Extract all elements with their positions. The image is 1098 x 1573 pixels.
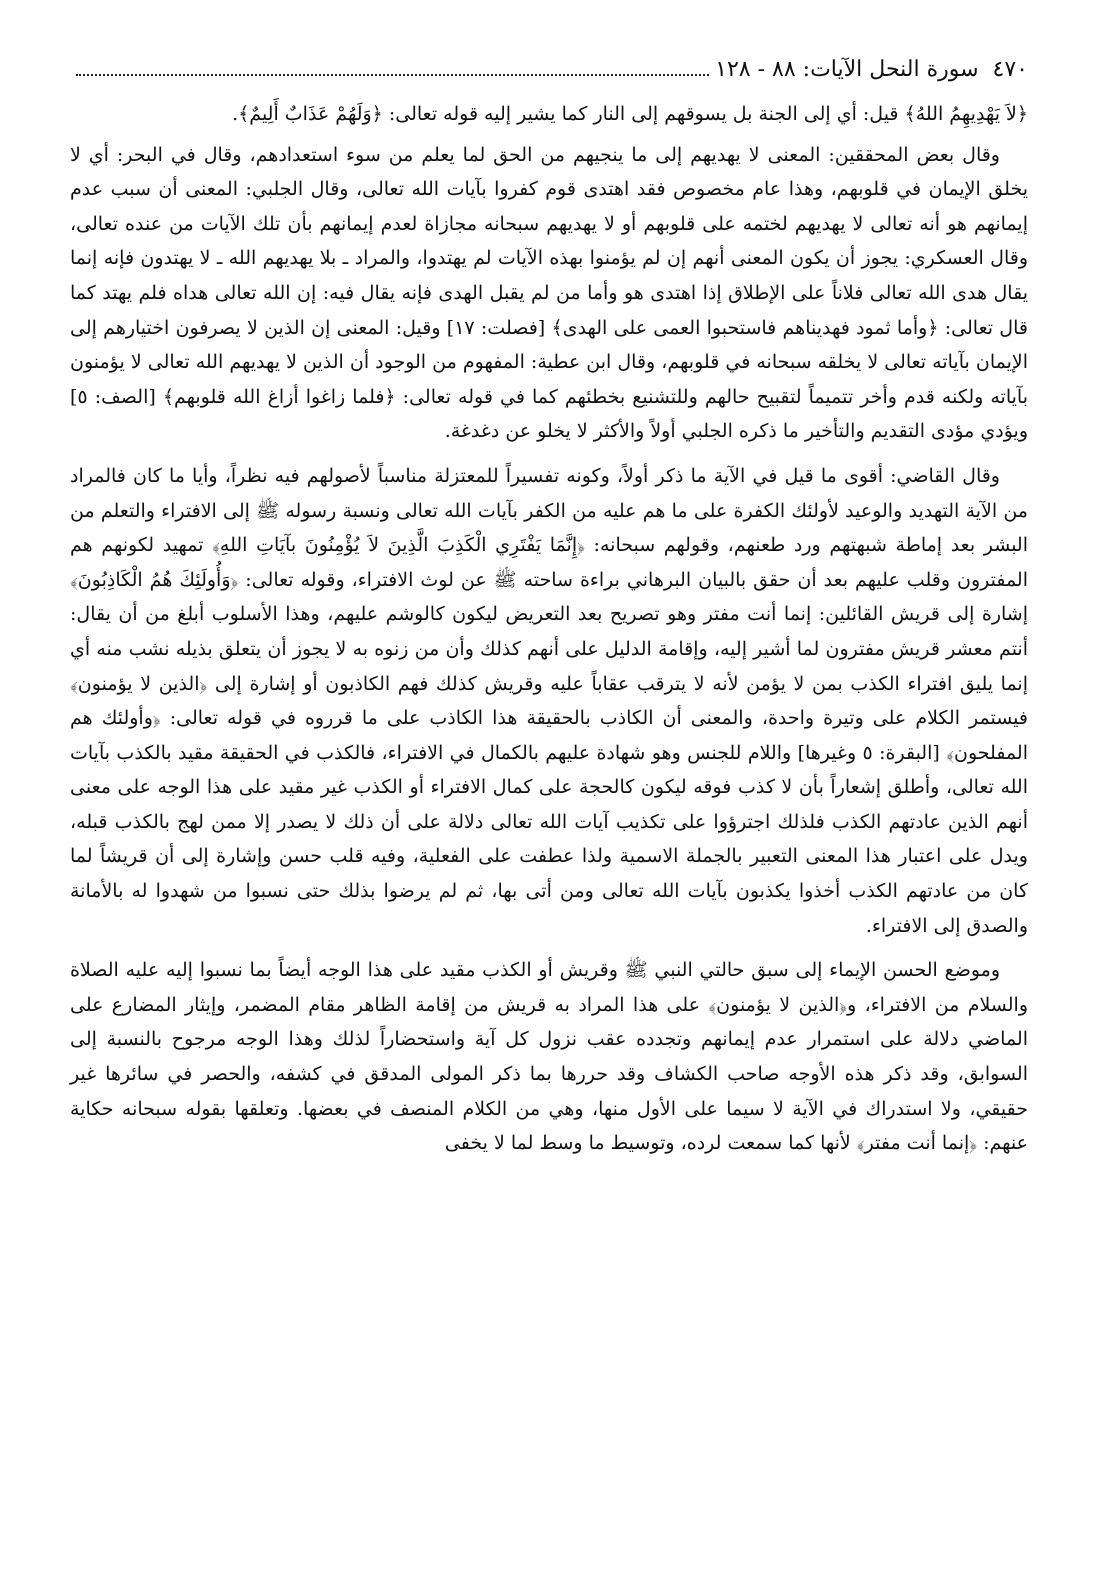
header-title: سورة النحل الآيات: ٨٨ - ١٢٨	[715, 57, 979, 82]
paragraph-2: وقال بعض المحققين: المعنى لا يهديهم إلى ما ينجيهم من الحق لما يعلم من سوء استعدادهم، وقال في البحر: أي لا يخلق الإيمان في قلوبهم، وهذا عام مخصوص فقد اهتدى قوم كفروا بآيات الله تعالى، وقال الجلبي: المعنى أن سبب عدم إيمانهم هو أنه تعالى لا يهديهم لختمه على قلوبهم أو لا يهديهم سبحانه مجازاة لعدم إيمانهم بأن تلك الآيات من عنده تعالى، وقال العسكري: يجوز أن يكون المعنى أنهم إن لم يؤمنوا بهذه الآيات لم يهتدوا، والمراد ـ بلا يهديهم الله ـ لا يهتدون فإنه إنما يقال هدى الله تعالى فلاناً على الإطلاق إذا اهتدى هو وأما من لم يقبل الهدى فإنه يقال فيه: إن الله تعالى هداه فلم يهتد كما قال تعالى: ﴿وأما ثمود فهديناهم فاستحبوا العمى على الهدى﴾ [فصلت: ١٧] وقيل: المعنى إن الذين لا يصرفون اختيارهم إلى الإيمان بآياته تعالى لا يخلقه سبحانه في قلوبهم، وقال ابن عطية: المفهوم من الوجود أن الذين لا يهديهم الله تعالى لا يؤمنون بآياته ولكنه قدم وأخر تتميماً لتقبيح حالهم وللتشنيع بخطئهم كما في قوله تعالى: ﴿فلما زاغوا أزاغ الله قلوبهم﴾ [الصف: ٥] ويؤدي مؤدى التقديم والتأخير ما ذكره الجلبي أولاً والأكثر لا يخلو عن دغدغة.	[70, 143, 1028, 443]
header-dot-leader	[76, 74, 709, 76]
paragraph-3: وقال القاضي: أقوى ما قيل في الآية ما ذكر أولاً، وكونه تفسيراً للمعتزلة مناسباً لأصولهم فيه نظراً، وأيا ما كان فالمراد من الآية التهديد والوعيد لأولئك الكفرة على ما هم عليه من الكفر بآيات الله تعالى ونسبة رسوله ﷺ إلى الافتراء والتعلم من البشر بعد إماطة شبهتهم ورد طعنهم، وقولهم سبحانه: ﴿إِنَّمَا يَفْتَرِي الْكَذِبَ الَّذِينَ لاَ يُؤْمِنُونَ بآيَاتِ اللهِ﴾ تمهيد لكونهم هم المفترون وقلب عليهم بعد أن حقق بالبيان البرهاني براءة ساحته ﷺ عن لوث الافتراء، وقوله تعالى: ﴿وَأُولَئِكَ هُمُ الْكَاذِبُونَ﴾ إشارة إلى قريش القائلين: إنما أنت مفتر وهو تصريح بعد التعريض ليكون كالوشم عليهم، وهذا الأسلوب أبلغ من أن يقال: أنتم معشر قريش مفترون لما أشير إليه، وإقامة الدليل على أنهم كذلك وأن من زنوه به لا يجوز أن يتعلق بذيله نشب منه أي إنما يليق افتراء الكذب بمن لا يؤمن لأنه لا يترقب عقاباً عليه وقريش كذلك فهم الكاذبون أو إشارة إلى ﴿الذين لا يؤمنون﴾ فيستمر الكلام على وتيرة واحدة، والمعنى أن الكاذب بالحقيقة هذا الكاذب على ما قرروه في قوله تعالى: ﴿وأولئك هم المفلحون﴾ [البقرة: ٥ وغيرها] واللام للجنس وهو شهادة عليهم بالكمال في الافتراء، فالكذب في الحقيقة مقيد بالكذب بآيات الله تعالى، وأطلق إشعاراً بأن لا كذب فوقه ليكون كالحجة على كمال الافتراء أو الكذب غير مقيد على هذا الوجه على معنى أنهم الذين عادتهم الكذب فلذلك اجترؤوا على تكذيب آيات الله تعالى دلالة على أن ذلك لا يصدر إلا ممن لهج بالكذب قبله، ويدل على اعتبار هذا المعنى التعبير بالجملة الاسمية ولذا عطفت على الفعلية، وفيه قلب حسن وإشارة إلى أن قريشاً لما كان من عادتهم الكذب أخذوا يكذبون بآيات الله تعالى ومن أتى بها، ثم لم يرضوا بذلك حتى نسبوا من شهدوا له بالأمانة والصدق إلى الافتراء.	[70, 464, 1028, 937]
paragraph-1: ﴿لاَ يَهْدِيهِمُ اللهُ﴾ قيل: أي إلى الجنة بل يسوقهم إلى النار كما يشير إليه قوله تعالى: ﴿وَلَهُمْ عَذَابٌ أَلِيمٌ﴾.	[232, 103, 1028, 125]
page-number: ٤٧٠	[992, 57, 1028, 82]
body-text	[70, 97, 1028, 1161]
paragraph-4: وموضع الحسن الإيماء إلى سبق حالتي النبي ﷺ وقريش أو الكذب مقيد على هذا الوجه أيضاً بما نسبوا إليه عليه الصلاة والسلام من الافتراء، و﴿الذين لا يؤمنون﴾ على هذا المراد به قريش من إقامة الظاهر مقام المضمر، وإيثار المضارع على الماضي دلالة على استمرار عدم إيمانهم وتجدده عقب نزول كل آية واستحضاراً لذلك وهذا الوجه مرجوح بالنسبة إلى السوابق، وقد ذكر هذه الأوجه صاحب الكشاف وقد حررها بما ذكر المولى المدقق في كشفه، والحصر في سائرها غير حقيقي، ولا استدراك في الآية لا سيما على الأول منها، وهي من الكلام المنصف في بعضها. وتعلقها بقوله سبحانه حكاية عنهم: ﴿إنما أنت مفتر﴾ لأنها كما سمعت لرده، وتوسيط ما وسط لما لا يخفى	[70, 959, 1028, 1155]
running-header	[70, 52, 1028, 91]
